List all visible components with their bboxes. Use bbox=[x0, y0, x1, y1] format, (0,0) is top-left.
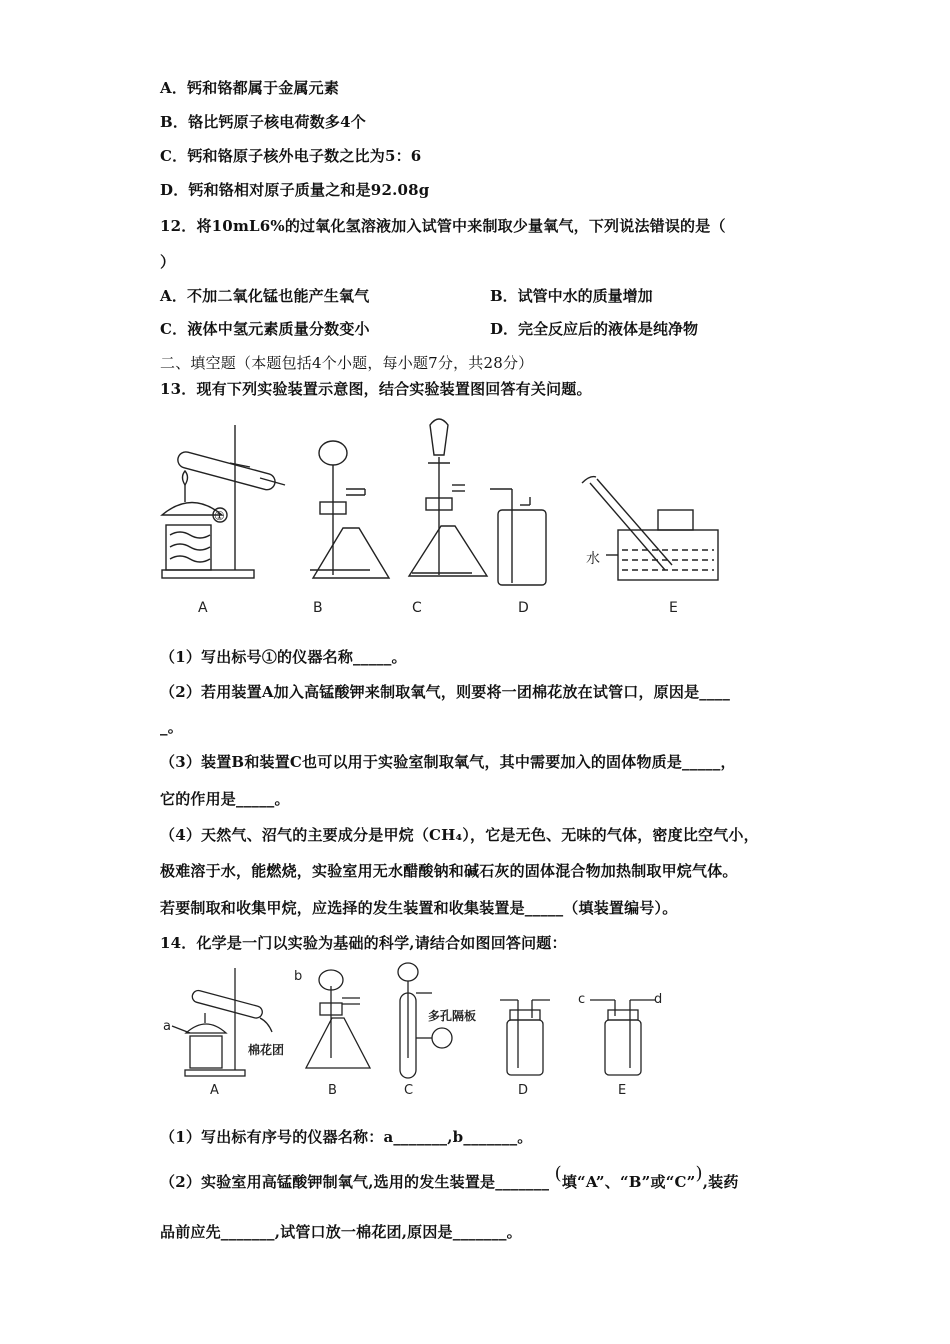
q13-marker: ① bbox=[214, 509, 225, 523]
q13-sub2: （2）若用装置A加入高锰酸钾来制取氧气，则要将一团棉花放在试管口，原因是____ bbox=[160, 683, 731, 701]
q13-apparatus-figure bbox=[150, 405, 730, 625]
q14-letter-c: c bbox=[578, 992, 586, 1007]
q14-paren-close: ) bbox=[695, 1163, 703, 1184]
q14-letter-d: d bbox=[654, 992, 663, 1007]
q11-option-c: C．钙和铬原子核外电子数之比为5：6 bbox=[160, 147, 422, 165]
q14-sub1: （1）写出标有序号的仪器名称：a_______,b_______。 bbox=[160, 1128, 533, 1146]
q13-water-label: 水 bbox=[586, 551, 600, 567]
section-heading: 二、填空题（本题包括4个小题，每小题7分，共28分） bbox=[160, 354, 534, 372]
q13-sub4: （4）天然气、沼气的主要成分是甲烷（CH₄），它是无色、无味的气体，密度比空气小， bbox=[160, 826, 759, 844]
q14-sub2-line bbox=[160, 1163, 739, 1192]
q13-stem: 13．现有下列实验装置示意图，结合实验装置图回答有关问题。 bbox=[160, 380, 592, 398]
q12-option-d: D．完全反应后的液体是纯净物 bbox=[490, 320, 699, 338]
q14-cotton-label: 棉花团 bbox=[248, 1043, 285, 1057]
q14-paren-open: ( bbox=[554, 1163, 562, 1184]
q14-label-c: C bbox=[404, 1083, 414, 1098]
q12-option-a: A．不加二氧化锰也能产生氧气 bbox=[160, 287, 370, 305]
q14-sub2-cont: 品前应先_______,试管口放一棉花团,原因是_______。 bbox=[160, 1223, 522, 1241]
q14-stem: 14．化学是一门以实验为基础的科学,请结合如图回答问题： bbox=[160, 934, 567, 952]
q14-label-e: E bbox=[618, 1083, 627, 1098]
q13-sub4-cont2: 若要制取和收集甲烷，应选择的发生装置和收集装置是_____（填装置编号）。 bbox=[160, 899, 678, 917]
q13-sub3-cont: 它的作用是_____。 bbox=[160, 790, 290, 808]
q14-letter-a: a bbox=[163, 1019, 171, 1034]
q13-sub4-cont1: 极难溶于水，能燃烧，实验室用无水醋酸钠和碱石灰的固体混合物加热制取甲烷气体。 bbox=[160, 862, 738, 880]
q14-sub2-mid: 填“A”、“B”或“C” bbox=[561, 1173, 696, 1191]
q14-sub2: （2）实验室用高锰酸钾制氧气,选用的发生装置是_______ bbox=[160, 1173, 550, 1191]
q12-stem: 12．将10mL6%的过氧化氢溶液加入试管中来制取少量氧气，下列说法错误的是（ bbox=[160, 217, 726, 235]
q14-label-b: B bbox=[328, 1083, 337, 1098]
q12-option-b: B．试管中水的质量增加 bbox=[490, 287, 653, 305]
q13-label-b: B bbox=[313, 600, 323, 616]
q12-option-c: C．液体中氢元素质量分数变小 bbox=[160, 320, 370, 338]
q13-label-c: C bbox=[412, 600, 422, 616]
q14-letter-b: b bbox=[294, 969, 303, 984]
q11-option-b: B．铬比钙原子核电荷数多4个 bbox=[160, 113, 366, 131]
q11-option-d: D．钙和铬相对原子质量之和是92.08g bbox=[160, 181, 430, 199]
q13-sub2-cont: _。 bbox=[160, 718, 183, 736]
q14-label-d: D bbox=[518, 1083, 529, 1098]
q14-porous-label: 多孔隔板 bbox=[428, 1009, 477, 1023]
q13-label-e: E bbox=[669, 600, 678, 616]
q13-sub3: （3）装置B和装置C也可以用于实验室制取氧气，其中需要加入的固体物质是_____， bbox=[160, 753, 736, 771]
q12-stem-cont: ） bbox=[160, 253, 176, 271]
q13-label-d: D bbox=[518, 600, 529, 616]
q11-option-a: A．钙和铬都属于金属元素 bbox=[160, 79, 340, 97]
q14-sub2-end: ,装药 bbox=[702, 1173, 739, 1191]
q13-label-a: A bbox=[198, 600, 208, 616]
q14-apparatus-figure bbox=[160, 958, 680, 1098]
q14-label-a: A bbox=[210, 1083, 219, 1098]
q13-sub1: （1）写出标号①的仪器名称_____。 bbox=[160, 648, 407, 666]
